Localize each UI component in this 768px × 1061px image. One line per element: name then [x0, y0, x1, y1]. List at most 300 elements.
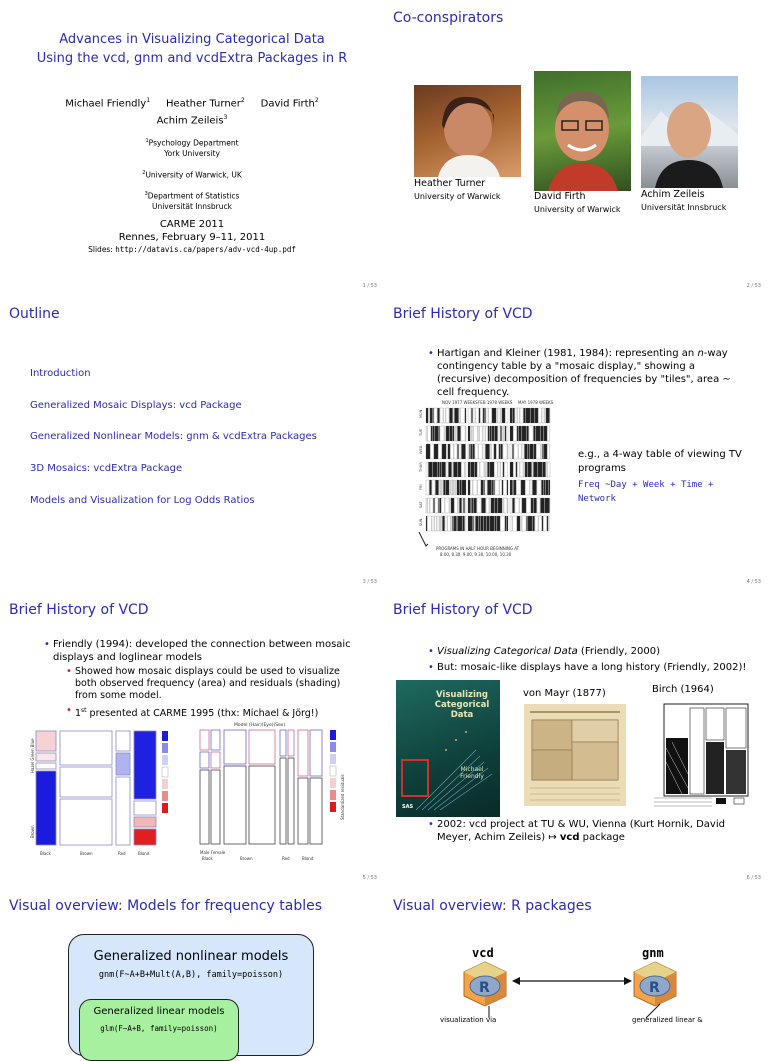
mosaic-tile: [439, 426, 440, 441]
mosaic-tile: [452, 462, 453, 477]
page-number: 2 / 53: [746, 283, 761, 289]
mosaic-tile: [480, 426, 483, 441]
mosaic-tile: [439, 444, 442, 459]
bullet-text: 2002: vcd project at TU & WU, Vienna (Kurt Hornik, David Meyer, Achim Zeileis): [437, 819, 725, 843]
mosaic-tile: [508, 498, 509, 513]
mosaic-tile: [446, 408, 449, 423]
mosaic-tile: [490, 444, 491, 459]
mosaic-tile: [455, 426, 456, 441]
mosaic-tile: [488, 426, 489, 441]
author-sup: 2: [314, 97, 319, 104]
mosaic-tile: [431, 426, 432, 441]
page-number: 1 / 53: [362, 283, 377, 289]
mosaic-tile: [518, 462, 520, 477]
mosaic-tile: [484, 516, 486, 531]
vonmayr-label: von Mayr (1877): [523, 688, 606, 699]
mosaic-tile: [451, 498, 454, 513]
hair-label: Black: [40, 851, 51, 856]
mosaic-tile: [484, 480, 485, 495]
mosaic-tile: [507, 480, 508, 495]
glm-box-code: glm(F~A+B, family=poisson): [100, 1024, 218, 1033]
mosaic-tile: [456, 426, 457, 441]
mosaic-tile: [504, 426, 505, 441]
mosaic-tile: [462, 444, 466, 459]
mosaic-tile: [485, 462, 486, 477]
person-name: Achim Zeileis: [641, 189, 705, 200]
mosaic-tile: [502, 426, 503, 441]
mosaic-tile: [477, 498, 481, 513]
mosaic-tile: [460, 480, 462, 495]
day-label: SUN: [419, 518, 423, 526]
sex-label: Male Female: [200, 850, 226, 855]
r-logo-icon: [630, 960, 680, 1008]
mosaic-tile: [492, 480, 493, 495]
mosaic-tile: [521, 516, 522, 531]
mosaic-tile: [458, 516, 462, 531]
mosaic-tile: [442, 480, 443, 495]
mosaic-tile: [495, 462, 498, 477]
mosaic-tile: [428, 498, 430, 513]
mosaic-tile: [434, 408, 437, 423]
mosaic-tile: [434, 498, 435, 513]
aff-sup: 1: [145, 138, 149, 144]
mosaic-tile: [465, 498, 466, 513]
mosaic-shaded: [28, 723, 188, 867]
mosaic-tile: [546, 480, 549, 495]
slides-label: Slides:: [88, 245, 116, 254]
person-name: Heather Turner: [414, 178, 486, 189]
mosaic-tile: [507, 516, 509, 531]
bullet-text: -way contingency table by a "mosaic display," showing a (recursive) decomposition of frequencies by "tiles", area ∼ cell frequency.: [437, 348, 731, 398]
mosaic-tile: [459, 408, 460, 423]
mosaic-tile: [471, 426, 472, 441]
mosaic-tile: [429, 462, 433, 477]
mosaic-tile: [550, 498, 551, 513]
hartigan-kleiner-mosaic-figure: [414, 398, 554, 560]
slides-url[interactable]: http://datavis.ca/papers/adv-vcd-4up.pdf: [115, 245, 296, 254]
mosaic-tile: [517, 480, 521, 495]
mosaic-tile: [537, 444, 541, 459]
mosaic-tile: [442, 498, 445, 513]
mosaic-tile: [442, 462, 446, 477]
mosaic-tile: [500, 480, 502, 495]
mosaic-tile: [479, 444, 483, 459]
mosaic-tile: [533, 516, 535, 531]
mosaic-tile: [539, 408, 542, 423]
mosaic-tile: [474, 426, 478, 441]
outline-item-introduction[interactable]: Introduction: [30, 368, 91, 379]
mosaic-tile: [537, 498, 540, 513]
mosaic-tile: [514, 444, 518, 459]
mosaic-tile: [530, 480, 532, 495]
aff-line: York University: [164, 148, 220, 158]
sub-bullet-list: [66, 666, 358, 723]
slide-title: Outline: [9, 306, 60, 322]
mosaic-tile: [464, 498, 465, 513]
slide-5: [0, 592, 384, 888]
day-label: SAT: [419, 501, 423, 508]
book-cover-title: [432, 690, 492, 720]
mosaic-tile: [529, 426, 533, 441]
mosaic-tile: [468, 462, 470, 477]
mosaic-tile: [504, 498, 507, 513]
mosaic-tile: [548, 426, 550, 441]
person-affil: University of Warwick: [534, 205, 621, 214]
mosaic-tile: [450, 408, 453, 423]
mosaic-tile: [436, 480, 439, 495]
mosaic-tile: [473, 516, 474, 531]
slide-title: Visual overview: Models for frequency tables: [9, 898, 323, 914]
mosaic-tile: [501, 462, 503, 477]
mosaic-tile: [485, 480, 487, 495]
mosaic-tile: [453, 408, 454, 423]
glm-box: [79, 999, 239, 1061]
conference-info: [0, 218, 384, 255]
week-label: MAY 1978 WEEKS: [518, 400, 554, 405]
mosaic-tile: [462, 498, 463, 513]
title-line-2: Using the vcd, gnm and vcdExtra Packages in R: [36, 51, 348, 66]
mosaic-tile: [513, 498, 515, 513]
mosaic-tile: [479, 408, 480, 423]
mosaic-tile: [458, 462, 461, 477]
mosaic-tile: [439, 498, 440, 513]
bullet-text: Hartigan and Kleiner (1981, 1984): representing an: [437, 348, 698, 359]
mosaic-tile: [432, 480, 435, 495]
page-number: 5 / 53: [362, 875, 377, 881]
affiliations: [0, 136, 384, 212]
mosaic-tile: [458, 498, 459, 513]
mosaic-tile: [428, 516, 432, 531]
mosaic-tile: [519, 426, 522, 441]
mosaic-tile: [528, 462, 532, 477]
mosaic-tile: [468, 480, 470, 495]
mosaic-tile: [520, 498, 522, 513]
mosaic-tile: [450, 426, 453, 441]
mosaic-tile: [442, 444, 446, 459]
mosaic-tile: [462, 480, 466, 495]
mosaic-tile: [545, 408, 546, 423]
mosaic-tile: [468, 408, 471, 423]
mosaic-tile: [510, 498, 512, 513]
aff-sup: 3: [144, 191, 148, 197]
mosaic-tile: [432, 516, 434, 531]
mosaic-tile: [517, 426, 518, 441]
mosaic-tile: [514, 462, 516, 477]
mosaic-tile: [525, 444, 528, 459]
mosaic-tile: [453, 426, 454, 441]
person-affil: Universität Innsbruck: [641, 203, 727, 212]
mosaic-tile: [447, 444, 448, 459]
mosaic-tile: [510, 462, 513, 477]
photo-heather-turner: [414, 85, 521, 177]
mosaic-tile: [456, 480, 457, 495]
mosaic-tile: [498, 462, 500, 477]
mosaic-tile: [543, 462, 546, 477]
mosaic-tile: [527, 498, 531, 513]
mosaic-tile: [475, 462, 477, 477]
book-cover-author: [452, 766, 492, 780]
mosaic-tile: [476, 516, 479, 531]
mosaic-tile: [535, 516, 538, 531]
mosaic-tile: [528, 516, 532, 531]
mosaic-tile: [441, 516, 442, 531]
mosaic-tile: [518, 408, 520, 423]
bullet-item: [428, 818, 748, 844]
slide-7: [0, 888, 384, 1033]
mosaic-tile: [503, 462, 504, 477]
mosaic-tile: [435, 426, 438, 441]
mosaic-tile: [474, 498, 477, 513]
mosaic-tile: [510, 516, 512, 531]
mosaic-tile: [544, 516, 547, 531]
hair-label: Blond: [138, 851, 150, 856]
mosaic-tile: [482, 498, 486, 513]
mosaic-tile: [490, 426, 492, 441]
mosaic-tile: [514, 426, 517, 441]
bullet-list: [428, 818, 748, 847]
slide-title: Brief History of VCD: [393, 306, 533, 322]
mosaic-tile: [445, 426, 446, 441]
mosaic-tile: [445, 516, 447, 531]
mosaic-tile: [495, 516, 497, 531]
mosaic-tile: [451, 444, 454, 459]
mosaic-tile: [542, 408, 544, 423]
hair-label: Blond: [302, 856, 314, 861]
mosaic-tile: [475, 444, 478, 459]
mosaic-tile: [433, 408, 434, 423]
mosaic-tile: [428, 426, 431, 441]
mosaic-tile: [537, 480, 541, 495]
mosaic-tile: [429, 408, 430, 423]
author-name: Achim Zeileis: [156, 115, 224, 127]
mosaic-tile: [478, 462, 480, 477]
mosaic-tile: [544, 426, 547, 441]
photo-achim-zeileis: [641, 76, 738, 188]
mosaic-tile: [514, 480, 516, 495]
mosaic-tile: [473, 408, 475, 423]
sub-bullet-item: [66, 705, 358, 720]
mosaic-tile: [504, 480, 507, 495]
outline-item-mosaic[interactable]: Generalized Mosaic Displays: vcd Package: [30, 400, 242, 411]
slide-title: Visual overview: R packages: [393, 898, 592, 914]
book-cover-title-line: Visualizing: [435, 690, 488, 700]
mosaic-tile: [444, 480, 446, 495]
conference-place: Rennes, February 9–11, 2011: [118, 232, 266, 243]
mosaic-tile: [435, 498, 438, 513]
legend-title: Standardized residuals: [340, 774, 345, 820]
mosaic-tile: [454, 516, 456, 531]
mosaic-tile: [510, 480, 512, 495]
mosaic-tile: [539, 516, 542, 531]
mosaic-tile: [465, 462, 466, 477]
hair-label: Red: [282, 856, 290, 861]
mosaic-tile: [486, 462, 487, 477]
mosaic-tile: [473, 444, 475, 459]
slide-title: Co-conspirators: [393, 10, 504, 26]
mosaic-tile: [430, 480, 432, 495]
mosaic-tile: [472, 498, 473, 513]
page-number: 4 / 53: [746, 579, 761, 585]
mosaic-tile: [531, 498, 533, 513]
mosaic-tile: [549, 516, 550, 531]
mosaic-tile: [450, 498, 451, 513]
mosaic-tile: [545, 498, 549, 513]
hair-label: Brown: [80, 851, 93, 856]
slide-4: [384, 296, 768, 592]
mosaic-tile: [470, 444, 471, 459]
mosaic-tile: [498, 426, 500, 441]
book-publisher: SAS: [402, 804, 414, 810]
mosaic-tile: [547, 516, 548, 531]
gnm-box-code: gnm(F~A+B+Mult(A,B), family=poisson): [98, 970, 284, 980]
mosaic-tile: [426, 516, 427, 531]
mosaic-tile: [471, 480, 473, 495]
mosaic-tile: [517, 516, 520, 531]
maps-to-symbol: ↦: [548, 832, 557, 843]
mosaic-tile: [468, 516, 472, 531]
chart-title: Model (Hair)(Eye)(Sex): [234, 723, 286, 728]
outline-item-gnm[interactable]: Generalized Nonlinear Models: gnm & vcdExtra Packages: [30, 431, 317, 442]
mosaic-tile: [440, 498, 441, 513]
person-affil: University of Warwick: [414, 192, 501, 201]
page-number: 3 / 53: [362, 579, 377, 585]
outline-item-log-odds[interactable]: Models and Visualization for Log Odds Ratios: [30, 495, 255, 506]
book-cover-title-line: Data: [450, 710, 474, 720]
example-text: e.g., a 4-way table of viewing TV programs: [578, 449, 742, 474]
mosaic-tile: [440, 408, 443, 423]
author-list: [0, 94, 384, 129]
book-title-italic: Visualizing Categorical Data: [437, 646, 578, 657]
mosaic-tile: [460, 498, 462, 513]
mosaic-tile: [445, 498, 449, 513]
day-label: FRI: [419, 484, 423, 490]
mosaic-tile: [450, 480, 451, 495]
mosaic-tile: [434, 444, 438, 459]
mosaic-tile: [526, 480, 530, 495]
mosaic-tile: [526, 408, 530, 423]
mosaic-tile: [426, 444, 430, 459]
double-arrow-icon: [512, 976, 632, 986]
mosaic-tile: [524, 408, 526, 423]
figure-caption: PROGRAMS IN HALF HOUR BEGINNING AT: [436, 546, 520, 551]
mosaic-tile: [525, 462, 527, 477]
mosaic-tile: [476, 408, 479, 423]
bullet-item: • But: mosaic-like displays have a long history (Friendly, 2002)!: [428, 661, 758, 674]
mosaic-tile: [542, 480, 544, 495]
mosaic-tile: [435, 516, 437, 531]
package-gnm-label: gnm: [642, 946, 664, 960]
mosaic-tile: [501, 516, 505, 531]
mosaic-tile: [449, 462, 452, 477]
mosaic-tile: [549, 480, 550, 495]
mosaic-tile: [486, 408, 488, 423]
mosaic-tile: [492, 444, 494, 459]
mosaic-tile: [468, 444, 469, 459]
mosaic-tile: [541, 426, 544, 441]
hair-label: Brown: [240, 856, 253, 861]
mosaic-tile: [471, 444, 472, 459]
day-label: MON: [419, 409, 423, 418]
mosaic-tile: [495, 426, 498, 441]
mosaic-tile: [474, 516, 475, 531]
mosaic-tile: [485, 408, 486, 423]
mosaic-tile: [439, 480, 440, 495]
mosaic-tile: [446, 426, 449, 441]
bullet-list: [44, 638, 354, 667]
mosaic-tile: [544, 480, 545, 495]
week-label: FEB 1978 WEEKS: [478, 400, 513, 405]
mosaic-tile: [426, 408, 428, 423]
sub-bullet-item: • Showed how mosaic displays could be used to visualize both observed frequency (area) and residuals (shading) from some model.: [66, 666, 358, 702]
mosaic-tile: [457, 516, 458, 531]
mosaic-tile: [486, 426, 488, 441]
mosaic-tile: [534, 444, 536, 459]
mosaic-tile: [505, 426, 506, 441]
glm-box-title: Generalized linear models: [93, 1006, 225, 1017]
book-cover-title-line: Categorical: [434, 700, 490, 710]
mosaic-tile: [446, 462, 448, 477]
mosaic-tile: [513, 516, 517, 531]
mosaic-tile: [536, 426, 540, 441]
mosaic-tile: [483, 408, 484, 423]
slide-8: [384, 888, 768, 1024]
mosaic-tile: [431, 444, 434, 459]
aff-line: Psychology Department: [148, 138, 239, 148]
mosaic-tile: [497, 444, 499, 459]
author-name: David Firth: [260, 98, 315, 110]
mosaic-tile: [532, 462, 533, 477]
caption-right: generalized linear &: [632, 1016, 703, 1024]
mosaic-tile: [426, 498, 427, 513]
mosaic-tile: [458, 426, 461, 441]
sub-bullet-text: presented at CARME 1995 (thx: Michael & Jörg!): [86, 708, 319, 720]
aff-line: Department of Statistics: [147, 191, 240, 201]
mosaic-tile: [541, 498, 545, 513]
slide-1-title: [0, 30, 384, 68]
slide-3: [0, 296, 384, 592]
mosaic-tile: [440, 462, 441, 477]
mosaic-tile: [513, 408, 515, 423]
mosaic-tile: [544, 444, 547, 459]
mosaic-tile: [548, 462, 551, 477]
mosaic-tile: [535, 408, 538, 423]
mosaic-tile: [466, 426, 467, 441]
mosaic-tile: [486, 498, 489, 513]
formula-line: Freq ~Day + Week + Time +: [578, 480, 714, 490]
hair-label: Red: [118, 851, 126, 856]
mosaic-tile: [457, 480, 459, 495]
formula-code: [578, 478, 713, 506]
gnm-box-title: Generalized nonlinear models: [93, 949, 289, 964]
mosaic-tile: [479, 516, 480, 531]
outline-item-3d-mosaics[interactable]: 3D Mosaics: vcdExtra Package: [30, 463, 183, 474]
mosaic-tile: [430, 408, 432, 423]
mosaic-tile: [473, 480, 477, 495]
mosaic-tile: [490, 498, 491, 513]
mosaic-tile: [471, 498, 472, 513]
mosaic-tile: [468, 498, 470, 513]
mosaic-tile: [437, 516, 439, 531]
mosaic-tile: [543, 444, 544, 459]
mosaic-tile: [438, 462, 440, 477]
mosaic-tile: [498, 408, 500, 423]
slide-title: Brief History of VCD: [9, 602, 149, 618]
mosaic-tile: [433, 426, 435, 441]
mosaic-tile: [527, 516, 528, 531]
mosaic-tile: [515, 498, 519, 513]
mosaic-tile: [538, 462, 542, 477]
mosaic-tile: [501, 444, 503, 459]
